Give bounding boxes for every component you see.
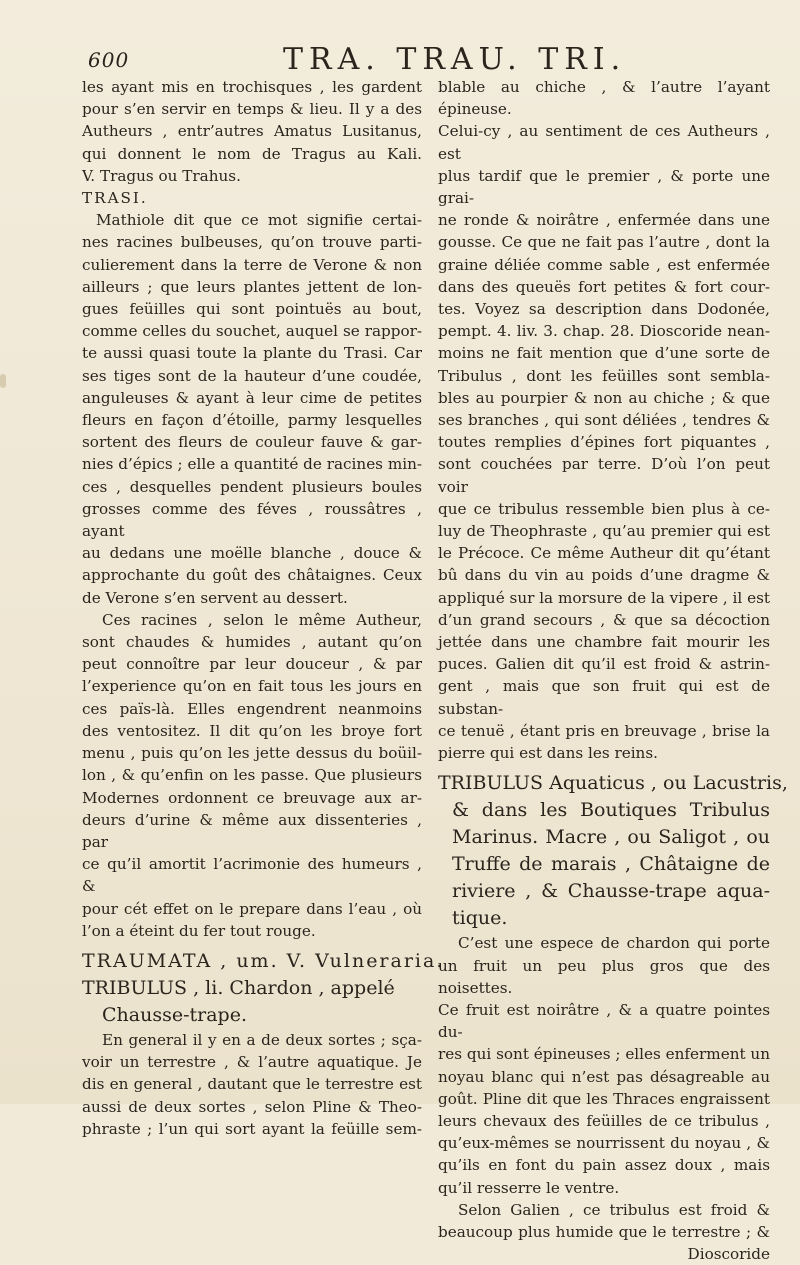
text-line: ailleurs ; que leurs plantes jettent de lon-	[82, 277, 422, 296]
text-line: au dedans une moëlle blanche , douce &	[82, 544, 422, 563]
text-line: toutes remplies d’épines fort piquantes ,	[438, 433, 770, 452]
text-line: dis en general , dautant que le terrestre est	[82, 1075, 422, 1094]
text-line: phraste ; l’un qui sort ayant la feüille sem-	[82, 1119, 422, 1138]
text-line: Autheurs , entr’autres Amatus Lusitanus,	[82, 122, 422, 141]
text-line: que ce tribulus ressemble bien plus à ce-	[438, 499, 770, 518]
text-line: approchante du goût des châtaignes. Ceux	[82, 566, 422, 585]
text-line: gues feüilles qui sont pointuës au bout,	[82, 300, 422, 319]
entry-heading-line: Truffe de marais , Châtaigne de	[452, 853, 770, 876]
page-number: 600	[88, 48, 130, 72]
text-line: bles au pourpier & non au chiche ; & que	[438, 388, 770, 407]
page-stain	[0, 374, 6, 388]
entry-heading-trasi: TRASI.	[82, 189, 148, 208]
text-line: deurs d’urine & même aux dissenteries , par	[82, 810, 422, 851]
entry-heading-tribulus-cont: Chausse-trape.	[102, 1003, 247, 1026]
text-line: Ces racines , selon le même Autheur,	[102, 610, 422, 629]
text-line: ses tiges sont de la hauteur d’une coudée,	[82, 366, 422, 385]
text-line: jettée dans une chambre fait mourir les	[438, 633, 770, 652]
text-line: pour s’en servir en temps & lieu. Il y a des	[82, 100, 422, 119]
text-line: dans des queuës fort petites & fort cour-	[438, 277, 770, 296]
text-line: tes. Voyez sa description dans Dodonée,	[438, 300, 770, 319]
text-line: des ventositez. Il dit qu’on les broye fort	[82, 721, 422, 740]
text-line: graine déliée comme sable , est enfermée	[438, 255, 770, 274]
right-column	[438, 76, 788, 1265]
text-line: goût. Pline dit que les Thraces engraissent	[438, 1089, 770, 1108]
text-line: menu , puis qu’on les jette dessus du boüil-	[82, 744, 422, 763]
text-line: l’on a éteint du fer tout rouge.	[82, 921, 316, 940]
text-line: l’experience qu’on en fait tous les jours en	[82, 677, 422, 696]
text-line: qu’ils en font du pain assez doux , mais	[438, 1156, 770, 1175]
text-line: grosses comme des féves , roussâtres , ayant	[82, 499, 422, 541]
text-line: Mathiole dit que ce mot signifie certai-	[96, 211, 422, 230]
text-line: ce qu’il amortit l’acrimonie des humeurs , &	[82, 855, 422, 896]
entry-heading-line: Marinus. Macre , ou Saligot , ou	[452, 826, 770, 849]
catchword: Dioscoride	[687, 1245, 770, 1264]
text-line: C’est une espece de chardon qui porte	[458, 934, 770, 953]
text-line: bû dans du vin au poids d’une dragme &	[438, 566, 770, 585]
entry-heading-line: & dans les Boutiques Tribulus	[452, 799, 770, 822]
text-line: aussi de deux sortes , selon Pline & Theo-	[82, 1097, 422, 1116]
text-line: ces païs-là. Elles engendrent neanmoins	[82, 699, 422, 718]
text-line: Ce fruit est noirâtre , & a quatre pointes du-	[438, 1000, 770, 1042]
text-line: En general il y en a de deux sortes ; sça-	[102, 1030, 422, 1049]
entry-heading-traumata: TRAUMATA , um. V. Vulneraria.	[82, 949, 445, 972]
text-line: leurs chevaux des feüilles de ce tribulus ,	[438, 1111, 770, 1130]
entry-heading-line: riviere , & Chausse-trape aqua-	[452, 880, 770, 903]
text-line: moins ne fait mention que d’une sorte de	[438, 344, 770, 363]
text-line: gousse. Ce que ne fait pas l’autre , dont la	[438, 233, 770, 252]
text-line: pour cét effet on le prepare dans l’eau , où	[82, 899, 422, 918]
text-line: voir un terrestre , & l’autre aquatique. Je	[82, 1053, 422, 1072]
text-line: noyau blanc qui n’est pas désagreable au	[438, 1067, 770, 1086]
text-line: ne ronde & noirâtre , enfermée dans une	[438, 211, 770, 230]
left-column	[82, 76, 445, 1140]
text-line: Modernes ordonnent ce breuvage aux ar-	[82, 788, 422, 807]
text-line: Tribulus , dont les feüilles sont sembla-	[438, 366, 770, 385]
text-line: pierre qui est dans les reins.	[438, 744, 658, 763]
text-line: luy de Theophraste , qu’au premier qui est	[438, 522, 770, 541]
text-line: sont chaudes & humides , autant qu’on	[82, 633, 422, 652]
text-line: qu’il resserre le ventre.	[438, 1178, 620, 1197]
text-line: gent , mais que son fruit qui est de substan-	[438, 677, 770, 718]
text-line: fleurs en façon d’étoille, parmy lesquelles	[82, 411, 422, 430]
text-line: comme celles du souchet, auquel se rappor-	[82, 322, 422, 341]
text-line: sont couchées par terre. D’où l’on peut voir	[438, 455, 770, 496]
text-line: lon , & qu’enfin on les passe. Que plusieurs	[82, 766, 422, 785]
entry-heading-line: tique.	[452, 907, 508, 930]
text-line: nes racines bulbeuses, qu’on trouve parti-	[82, 233, 422, 252]
text-line: de Verone s’en servent au dessert.	[82, 588, 348, 607]
text-line: te aussi quasi toute la plante du Trasi. Car	[82, 344, 422, 363]
text-line: anguleuses & ayant à leur cime de petites	[82, 388, 422, 407]
entry-heading-tribulus-aquaticus: TRIBULUS Aquaticus , ou Lacustris,	[438, 772, 788, 795]
text-line: res qui sont épineuses ; elles enferment un	[438, 1045, 770, 1064]
text-line: peut connoître par leur douceur , & par	[82, 655, 422, 674]
text-line: beaucoup plus humide que le terrestre ; &	[438, 1222, 770, 1241]
text-line: qu’eux-mêmes se nourrissent du noyau , &	[438, 1134, 770, 1153]
text-line: d’un grand secours , & que sa décoction	[438, 610, 770, 629]
text-line: un fruit un peu plus gros que des noisettes.	[438, 956, 770, 997]
text-line: appliqué sur la morsure de la vipere , il est	[438, 588, 770, 607]
page-header	[88, 44, 762, 78]
text-line: ces , desquelles pendent plusieurs boules	[82, 477, 422, 496]
text-line: sortent des fleurs de couleur fauve & gar-	[82, 433, 422, 452]
entry-heading-tribulus: TRIBULUS , li. Chardon , appelé	[82, 976, 395, 999]
text-line: qui donnent le nom de Tragus au Kali.	[82, 144, 422, 163]
cross-reference: V. Tragus ou Trahus.	[82, 166, 241, 185]
text-line: plus tardif que le premier , & porte une grai-	[438, 166, 770, 208]
text-line: le Précoce. Ce même Autheur dit qu’étant	[438, 544, 770, 563]
text-line: blable au chiche , & l’autre l’ayant épineuse.	[438, 78, 770, 119]
text-line: pempt. 4. liv. 3. chap. 28. Dioscoride nean-	[438, 322, 770, 341]
text-line: ses branches , qui sont déliées , tendres &	[438, 411, 770, 430]
running-head: TRA. TRAU. TRI.	[283, 42, 627, 77]
text-line: puces. Galien dit qu’il est froid & astrin-	[438, 655, 770, 674]
text-line: nies d’épics ; elle a quantité de racines min-	[82, 455, 422, 474]
text-line: culierement dans la terre de Verone & non	[82, 255, 422, 274]
text-line: Selon Galien , ce tribulus est froid &	[458, 1200, 770, 1219]
text-line: les ayant mis en trochisques , les gardent	[82, 78, 422, 96]
text-line: Celui-cy , au sentiment de ces Autheurs , est	[438, 122, 770, 163]
text-line: ce tenuë , étant pris en breuvage , brise la	[438, 721, 770, 740]
